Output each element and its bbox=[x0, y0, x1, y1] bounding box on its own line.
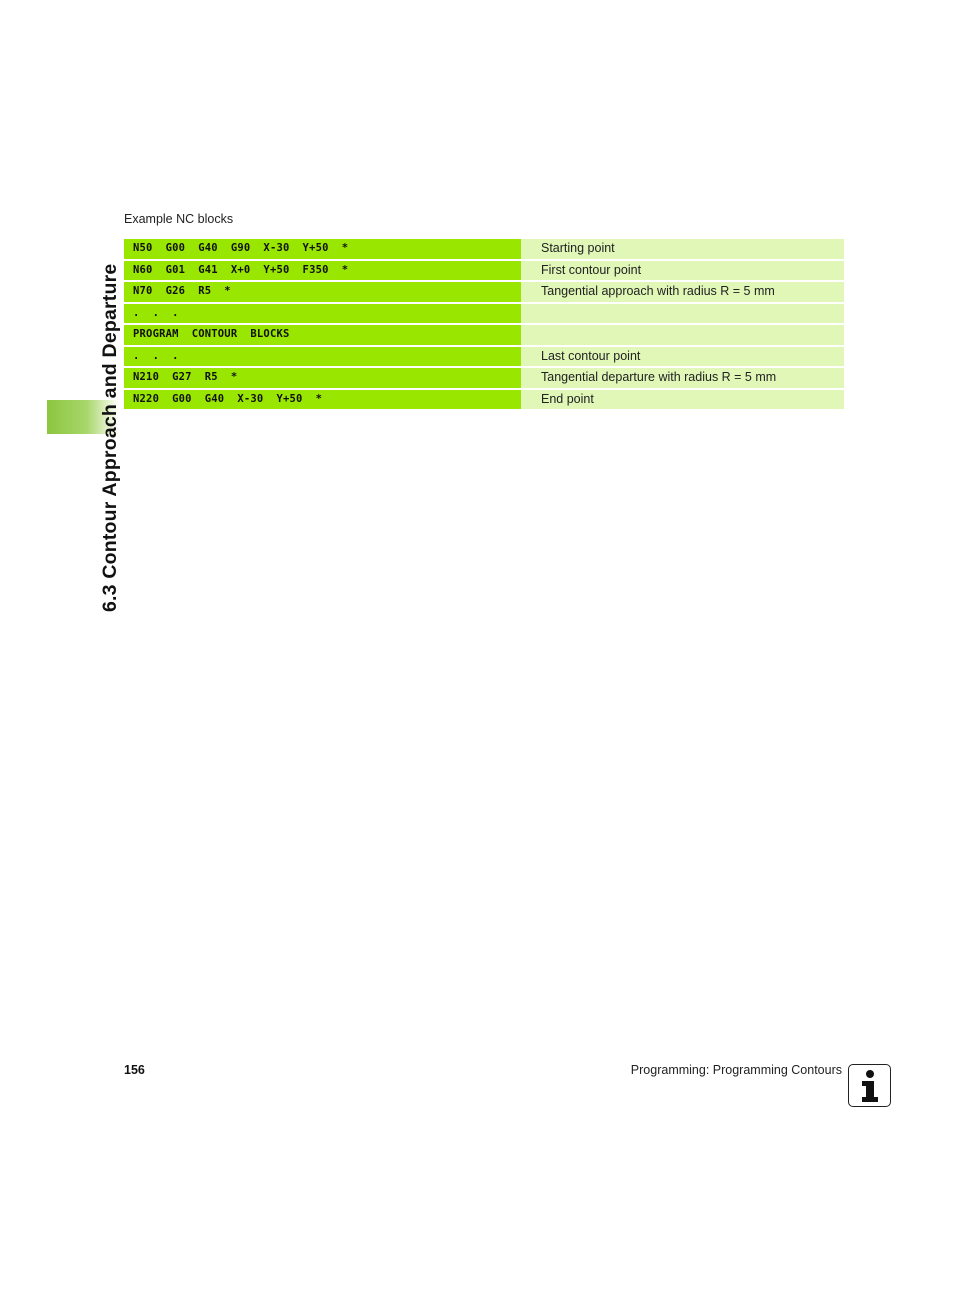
nc-code-cell: N70 G26 R5 * bbox=[124, 282, 521, 302]
page-number: 156 bbox=[124, 1063, 145, 1077]
nc-code-cell: . . . bbox=[124, 347, 521, 367]
table-row bbox=[124, 390, 844, 410]
nc-blocks-table bbox=[124, 239, 844, 411]
info-glyph bbox=[849, 1065, 889, 1105]
table-row bbox=[124, 304, 844, 324]
nc-code-cell: N220 G00 G40 X-30 Y+50 * bbox=[124, 390, 521, 410]
table-row bbox=[124, 261, 844, 281]
nc-code-cell: PROGRAM CONTOUR BLOCKS bbox=[124, 325, 521, 345]
nc-description-cell bbox=[521, 304, 844, 324]
nc-description-cell: First contour point bbox=[521, 261, 844, 281]
nc-description-cell: Tangential departure with radius R = 5 mm bbox=[521, 368, 844, 388]
table-row bbox=[124, 239, 844, 259]
nc-description-cell bbox=[521, 325, 844, 345]
nc-description-cell: Tangential approach with radius R = 5 mm bbox=[521, 282, 844, 302]
table-row bbox=[124, 347, 844, 367]
chapter-side-title: 6.3 Contour Approach and Departure bbox=[99, 263, 121, 612]
nc-description-cell: Last contour point bbox=[521, 347, 844, 367]
nc-code-cell: N210 G27 R5 * bbox=[124, 368, 521, 388]
nc-description-cell: End point bbox=[521, 390, 844, 410]
table-row bbox=[124, 282, 844, 302]
table-row bbox=[124, 325, 844, 345]
example-caption: Example NC blocks bbox=[124, 212, 234, 226]
footer-chapter-title: Programming: Programming Contours bbox=[630, 1063, 842, 1077]
nc-code-cell: N50 G00 G40 G90 X-30 Y+50 * bbox=[124, 239, 521, 259]
nc-code-cell: N60 G01 G41 X+0 Y+50 F350 * bbox=[124, 261, 521, 281]
table-row bbox=[124, 368, 844, 388]
info-icon[interactable] bbox=[848, 1064, 891, 1107]
nc-description-cell: Starting point bbox=[521, 239, 844, 259]
nc-code-cell: . . . bbox=[124, 304, 521, 324]
